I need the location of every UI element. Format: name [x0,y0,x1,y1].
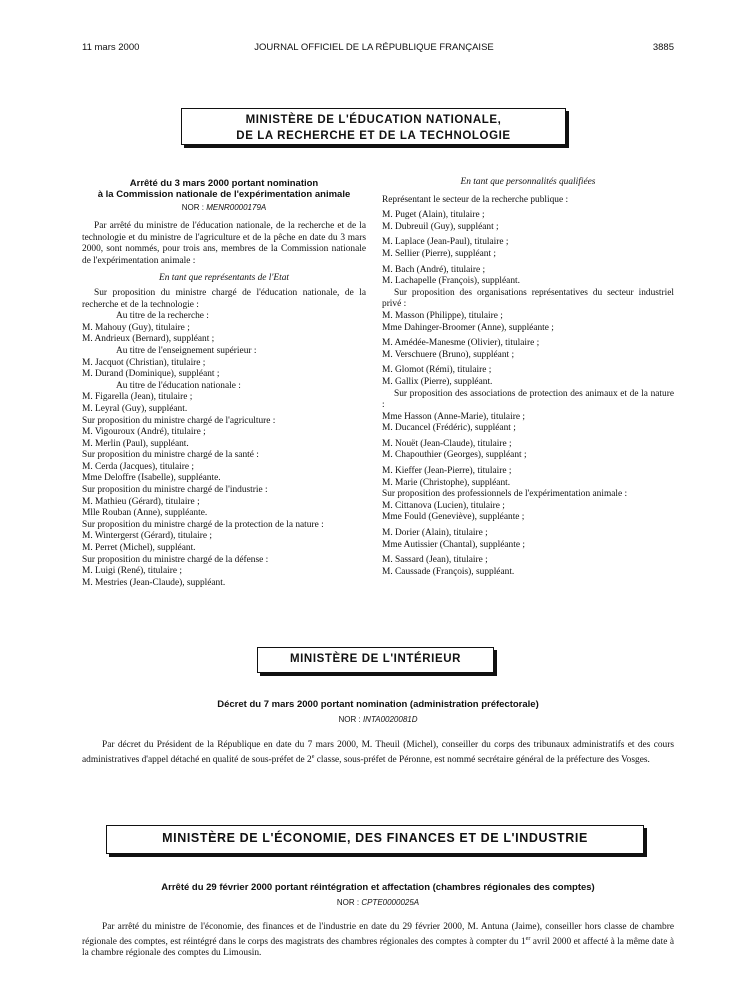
decret-body-superscript: e [311,753,315,760]
header-journal-title: JOURNAL OFFICIEL DE LA RÉPUBLIQUE FRANÇAISE [254,42,494,53]
list-item: Sur proposition des associations de protection des animaux et de la nature : [382,388,674,411]
list-item: M. Marie (Christophe), suppléant. [382,477,511,488]
arrete2-nor [82,898,674,907]
list-item: M. Dorier (Alain), titulaire ; [382,528,488,539]
list-item: Sur proposition du ministre chargé de l'agriculture : [82,415,276,426]
nor-label: NOR : [181,203,204,212]
arrete2-body-part1: Par arrêté du ministre de l'économie, des finances et de l'industrie en date du 29 février 2000, M. Antuna (Jaime), conseiller hors classe de chambre régionale des comptes, est réintégré dans le corps des magistrats des chambres régionales des comptes à compter du 1 [82,922,674,947]
list-item: Au titre de l'éducation nationale : [116,380,241,391]
ministry-interior-name: MINISTÈRE DE L'INTÉRIEUR [289,653,462,665]
arrete1-right-list [382,195,674,579]
list-item: M. Ducancel (Frédéric), suppléant ; [382,423,516,434]
decret-nor [82,715,674,724]
ministry-education-line2: DE LA RECHERCHE ET DE LA TECHNOLOGIE [236,130,511,142]
list-item: M. Kieffer (Jean-Pierre), titulaire ; [382,466,512,477]
arrete1-nor [82,203,366,212]
arrete2-body [82,922,674,960]
list-item: M. Sassard (Jean), titulaire ; [382,555,488,566]
list-item: Représentant le secteur de la recherche publique : [382,194,569,205]
list-item: M. Perret (Michel), suppléant. [82,543,196,554]
list-item: M. Chapouthier (Georges), suppléant ; [382,450,527,461]
list-item: M. Verschuere (Bruno), suppléant ; [382,349,515,360]
list-item: M. Dubreuil (Guy), suppléant ; [382,221,499,232]
list-item: M. Sellier (Pierre), suppléant ; [382,248,497,259]
arrete1-intro: Par arrêté du ministre de l'éducation nationale, de la recherche et de la technologie et du ministre de l'agriculture et de la pêche en date du 3 mars 2000, sont nommés, pour trois ans, membres de la Commission nationale de l'expérimentation animale : [82,221,366,266]
list-item: M. Cittanova (Lucien), titulaire ; [382,500,505,511]
arrete2-body-superscript: er [525,935,531,942]
list-item: M. Puget (Alain), titulaire ; [382,210,485,221]
list-item: M. Jacquot (Christian), titulaire ; [82,357,206,368]
ministry-economy-box [106,825,644,854]
list-item: M. Durand (Dominique), suppléant ; [82,369,220,380]
arrete1-left-column [82,221,366,589]
arrete1-left-list [82,288,366,589]
list-item: M. Merlin (Paul), suppléant. [82,438,189,449]
decret-body-part1: Par décret du Président de la République en date du 7 mars 2000, M. Theuil (Michel), conseiller du corps des tribunaux administratifs et des cours administratives d'appel détaché en qualité de sous-préfet de 2 [82,740,674,765]
list-item: Mme Dahinger-Broomer (Anne), suppléante ; [382,322,554,333]
decret-body-part2: classe, sous-préfet de Péronne, est nommé secrétaire général de la préfecture des Vosges. [314,754,650,765]
list-item: M. Laplace (Jean-Paul), titulaire ; [382,237,509,248]
list-item: M. Lachapelle (François), suppléant. [382,276,520,287]
list-item: M. Masson (Philippe), titulaire ; [382,310,503,321]
header-date: 11 mars 2000 [82,42,140,53]
ministry-education-line1: MINISTÈRE DE L'ÉDUCATION NATIONALE, [245,114,502,126]
list-item: Sur proposition des professionnels de l'expérimentation animale : [382,489,628,500]
arrete1-right-column [382,177,674,578]
ministry-education-box [181,108,566,145]
list-item: M. Nouët (Jean-Claude), titulaire ; [382,438,512,449]
arrete2-title: Arrêté du 29 février 2000 portant réintégration et affectation (chambres régionales des comptes) [161,882,595,893]
list-item: M. Gallix (Pierre), suppléant. [382,376,493,387]
nor-code: CPTE0000025A [361,898,420,907]
arrete1-title-line1: Arrêté du 3 mars 2000 portant nomination [129,178,319,189]
list-item: Sur proposition du ministre chargé de l'industrie : [82,485,268,496]
arrete2-body-part2: avril 2000 et affecté à la même date à la chambre régionale des comptes du Limousin. [82,936,674,959]
header-page-number: 3885 [652,42,674,53]
list-item: Sur proposition des organisations représentatives du secteur industriel privé : [382,287,674,310]
list-item: Sur proposition du ministre chargé de l'éducation nationale, de la recherche et de la technologie : [82,287,366,310]
list-item: M. Amédée-Manesme (Olivier), titulaire ; [382,338,540,349]
decret-body [82,740,674,766]
list-item: Mme Autissier (Chantal), suppléante ; [382,539,525,550]
list-item: Mme Hasson (Anne-Marie), titulaire ; [382,411,525,422]
list-item: Au titre de la recherche : [116,311,209,322]
nor-label: NOR : [336,898,360,907]
ministry-interior-box [257,647,494,673]
list-item: M. Luigi (René), titulaire ; [82,566,182,577]
arrete1-title-line2: à la Commission nationale de l'expérimentation animale [97,189,351,200]
list-item: Sur proposition du ministre chargé de la protection de la nature : [82,519,324,530]
list-item: Mlle Rouban (Anne), suppléante. [82,508,208,519]
list-item: M. Mathieu (Gérard), titulaire ; [82,496,200,507]
list-item: M. Leyral (Guy), suppléant. [82,403,188,414]
ministry-economy-name: MINISTÈRE DE L'ÉCONOMIE, DES FINANCES ET DE L'INDUSTRIE [162,831,588,845]
decret-title: Décret du 7 mars 2000 portant nomination (administration préfectorale) [217,699,539,710]
list-item: Sur proposition du ministre chargé de la défense : [82,554,269,565]
list-item: Mme Fould (Geneviève), suppléante ; [382,512,525,523]
list-item: M. Figarella (Jean), titulaire ; [82,392,193,403]
list-item: M. Mahouy (Guy), titulaire ; [82,322,190,333]
arrete1-right-heading: En tant que personnalités qualifiées [460,177,596,187]
list-item: M. Glomot (Rémi), titulaire ; [382,365,492,376]
list-item: M. Cerda (Jacques), titulaire ; [82,461,194,472]
arrete1-heading [82,178,366,212]
list-item: Au titre de l'enseignement supérieur : [116,345,257,356]
arrete1-left-heading: En tant que représentants de l'Etat [158,273,290,284]
nor-code: INTA0020081D [362,715,418,724]
list-item: Sur proposition du ministre chargé de la santé : [82,450,259,461]
nor-code: MENR0000179A [206,203,267,212]
list-item: M. Andrieux (Bernard), suppléant ; [82,334,215,345]
list-item: M. Wintergerst (Gérard), titulaire ; [82,531,212,542]
list-item: M. Vigouroux (André), titulaire ; [82,427,206,438]
list-item: M. Mestries (Jean-Claude), suppléant. [82,577,226,588]
list-item: M. Bach (André), titulaire ; [382,264,486,275]
nor-label: NOR : [338,715,361,724]
list-item: Mme Deloffre (Isabelle), suppléante. [82,473,221,484]
list-item: M. Caussade (François), suppléant. [382,566,515,577]
